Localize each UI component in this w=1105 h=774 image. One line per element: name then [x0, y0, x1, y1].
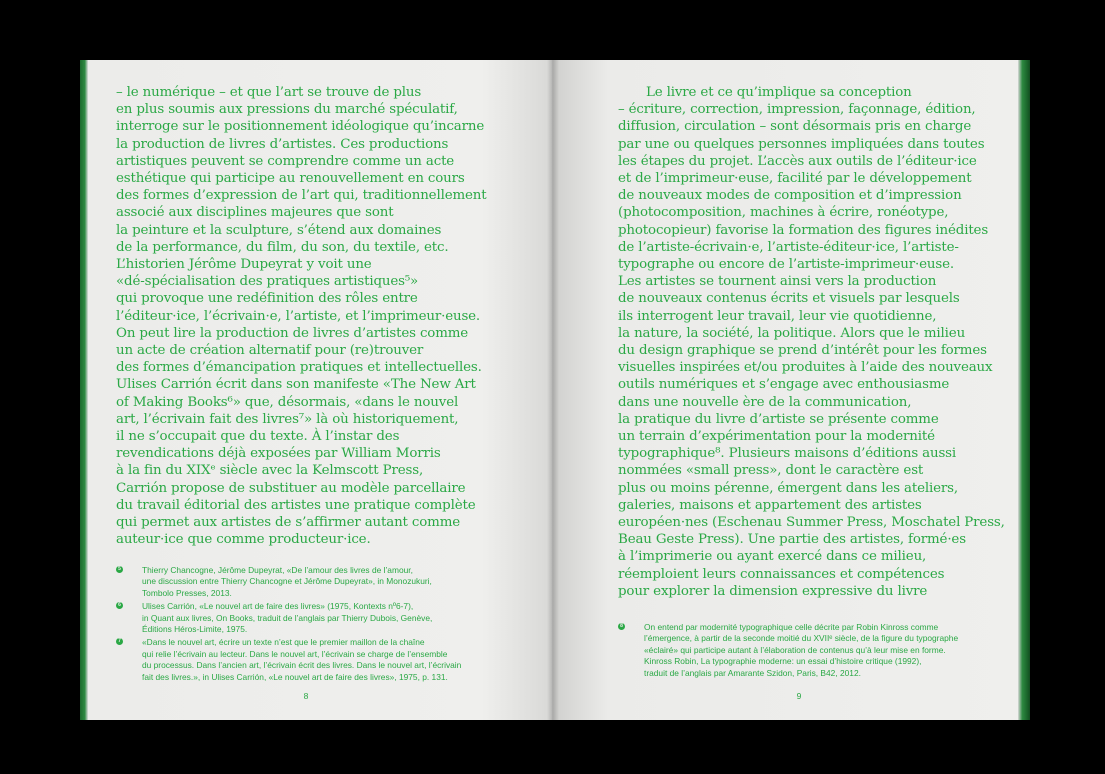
right-body-text: [618, 84, 1005, 600]
body-line: esthétique qui participe au renouvellement en cours: [116, 171, 465, 187]
body-line: pour explorer la dimension expressive du livre: [618, 583, 928, 599]
body-line: des formes d’émancipation pratiques et intellectuelles.: [116, 360, 482, 376]
footnote: [116, 637, 536, 683]
body-line: la nature, la société, la politique. Alors que le milieu: [618, 325, 966, 341]
footnote: [116, 601, 536, 635]
body-line: qui provoque une redéfinition des rôles entre: [116, 291, 418, 307]
body-line: du design graphique se prend d’intérêt pour les formes: [618, 343, 987, 359]
body-line: dans une nouvelle ère de la communication,: [618, 394, 912, 410]
footnote-line: du processus. Dans l’ancien art, l’écrivain écrit des livres. Dans le nouvel art, l’écrivain: [142, 660, 462, 671]
footnote-number-badge: 7: [116, 638, 123, 645]
body-line: (photocomposition, machines à écrire, ronéotype,: [618, 205, 949, 221]
body-line: un acte de création alternatif pour (re)trouver: [116, 343, 424, 359]
body-line: il ne s’occupait que du texte. À l’instar des: [116, 429, 400, 445]
body-line: On peut lire la production de livres d’artistes comme: [116, 325, 469, 341]
body-line: galeries, maisons et appartement des artistes: [618, 497, 922, 513]
footnote-line: Éditions Héros-Limite, 1975.: [142, 624, 248, 635]
body-line: la production de livres d’artistes. Ces productions: [116, 136, 449, 152]
body-line: à l’imprimerie ou ayant exercé dans ce milieu,: [618, 549, 927, 565]
left-body-text: [116, 84, 536, 548]
body-line: Les artistes se tournent ainsi vers la production: [618, 274, 937, 290]
body-line: artistiques peuvent se comprendre comme un acte: [116, 153, 455, 169]
body-line: de nouveaux modes de composition et d’impression: [618, 188, 962, 204]
body-line: des formes d’expression de l’art qui, traditionnellement: [116, 188, 487, 204]
body-line: art, l’écrivain fait des livres⁷» là où historiquement,: [116, 411, 459, 427]
footnote-line: Ulises Carrión, «Le nouvel art de faire des livres» (1975, Kontexts nº6-7),: [142, 601, 414, 612]
footnote-line: On entend par modernité typographique celle décrite par Robin Kinross comme: [644, 622, 939, 632]
book-edge-right: [1018, 60, 1030, 720]
body-line: l’éditeur·ice, l’écrivain·e, l’artiste, et l’imprimeur·euse.: [116, 308, 481, 324]
book-spread: [80, 60, 1030, 720]
body-line: associé aux disciplines majeures que sont: [116, 205, 394, 221]
footnote-line: in Quant aux livres, On Books, traduit de l’anglais par Thierry Dubois, Genève,: [142, 612, 433, 623]
book-gutter: [547, 60, 559, 720]
body-line: Ulises Carrión écrit dans son manifeste «The New Art: [116, 377, 476, 393]
body-line: visuelles inspirées et/ou produites à l’aide des nouveaux: [618, 360, 993, 376]
body-line: – écriture, correction, impression, façonnage, édition,: [618, 102, 976, 118]
body-line: de l’artiste-écrivain·e, l’artiste-éditeur·ice, l’artiste-: [618, 239, 959, 255]
body-line: par une ou quelques personnes impliquées dans toutes: [618, 136, 985, 152]
footnote-line: Thierry Chancogne, Jérôme Dupeyrat, «De l’amour des livres de l’amour,: [142, 565, 413, 575]
body-line: de nouveaux contenus écrits et visuels par lesquels: [618, 291, 960, 307]
body-line: un terrain d’expérimentation pour la modernité: [618, 429, 935, 445]
body-line: européen·nes (Eschenau Summer Press, Moschatel Press,: [618, 515, 1005, 531]
body-line: Beau Geste Press). Une partie des artistes, formé·es: [618, 532, 966, 548]
right-page: [552, 60, 1018, 720]
body-line: Carrión propose de substituer au modèle parcellaire: [116, 480, 466, 496]
body-line: typographe ou encore de l’artiste-imprimeur·euse.: [618, 257, 954, 273]
body-line: et de l’imprimeur·euse, facilité par le développement: [618, 171, 972, 187]
body-line: interroge sur le positionnement idéologique qu’incarne: [116, 119, 485, 135]
body-line: du travail éditorial des artistes une pratique complète: [116, 497, 476, 513]
body-line: à la fin du XIXᵉ siècle avec la Kelmscott Press,: [116, 463, 424, 479]
body-line: qui permet aux artistes de s’affirmer autant comme: [116, 515, 461, 531]
footnote-line: une discussion entre Thierry Chancogne et Jérôme Dupeyrat», in Monozukuri,: [142, 576, 432, 587]
footnote-line: fait des livres.», in Ulises Carrión, «Le nouvel art de faire des livres», 1975, p. 131.: [142, 671, 448, 682]
body-line: en plus soumis aux pressions du marché spéculatif,: [116, 102, 458, 118]
footnote-line: «Dans le nouvel art, écrire un texte n’est que le premier maillon de la chaîne: [142, 637, 425, 648]
body-line: de la performance, du film, du son, du textile, etc.: [116, 239, 449, 255]
footnote-line: l’émergence, à partir de la seconde moitié du XVIIᵉ siècle, de la figure du typographe: [644, 633, 959, 644]
body-line: L’historien Jérôme Dupeyrat y voit une: [116, 257, 372, 273]
footnote: [116, 565, 536, 599]
footnote: [618, 622, 998, 679]
body-line: diffusion, circulation – sont désormais pris en charge: [618, 119, 972, 135]
footnote-line: «éclairé» qui participe autant à l’élaboration de contenus qu’à leur mise en forme.: [644, 644, 946, 655]
body-line: typographique⁸. Plusieurs maisons d’éditions aussi: [618, 446, 957, 462]
body-line: la pratique du livre d’artiste se présente comme: [618, 411, 939, 427]
body-line: les étapes du projet. L’accès aux outils de l’éditeur·ice: [618, 153, 977, 169]
body-line: of Making Books⁶» que, désormais, «dans le nouvel: [116, 394, 459, 410]
footnote-line: qui relie l’écrivain au lecteur. Dans le nouvel art, l’écrivain se charge de l’ensemble: [142, 648, 448, 659]
body-line: nommées «small press», dont le caractère est: [618, 463, 924, 479]
footnote-line: Kinross Robin, La typographie moderne: un essai d’histoire critique (1992),: [644, 656, 922, 667]
left-footnotes: [116, 565, 536, 685]
body-line: auteur·ice que comme producteur·ice.: [116, 532, 371, 548]
footnote-number-badge: 5: [116, 566, 123, 573]
body-line: plus ou moins pérenne, émergent dans les ateliers,: [618, 480, 959, 496]
body-line: photocopieur) favorise la formation des figures inédites: [618, 222, 989, 238]
body-line: – le numérique – et que l’art se trouve de plus: [116, 85, 422, 100]
footnote-line: Tombolo Presses, 2013.: [142, 587, 232, 598]
body-line: ils interrogent leur travail, leur vie quotidienne,: [618, 308, 937, 324]
right-footnotes: [618, 622, 998, 681]
body-line: Le livre et ce qu’implique sa conception: [646, 85, 912, 100]
body-line: outils numériques et s’engage avec enthousiasme: [618, 377, 950, 393]
body-line: la peinture et la sculpture, s’étend aux domaines: [116, 222, 442, 238]
footnote-number-badge: 8: [618, 623, 625, 630]
book-edge-left: [80, 60, 88, 720]
left-page: [88, 60, 552, 720]
body-line: «dé-spécialisation des pratiques artistiques⁵»: [116, 274, 419, 290]
body-line: réemploient leurs connaissances et compétences: [618, 566, 945, 582]
page-number-left: 8: [303, 691, 309, 701]
footnote-number-badge: 6: [116, 602, 123, 609]
footnote-line: traduit de l’anglais par Amarante Szidon, Paris, B42, 2012.: [644, 667, 861, 678]
body-line: revendications déjà exposées par William Morris: [116, 446, 441, 462]
page-number-right: 9: [796, 691, 802, 701]
